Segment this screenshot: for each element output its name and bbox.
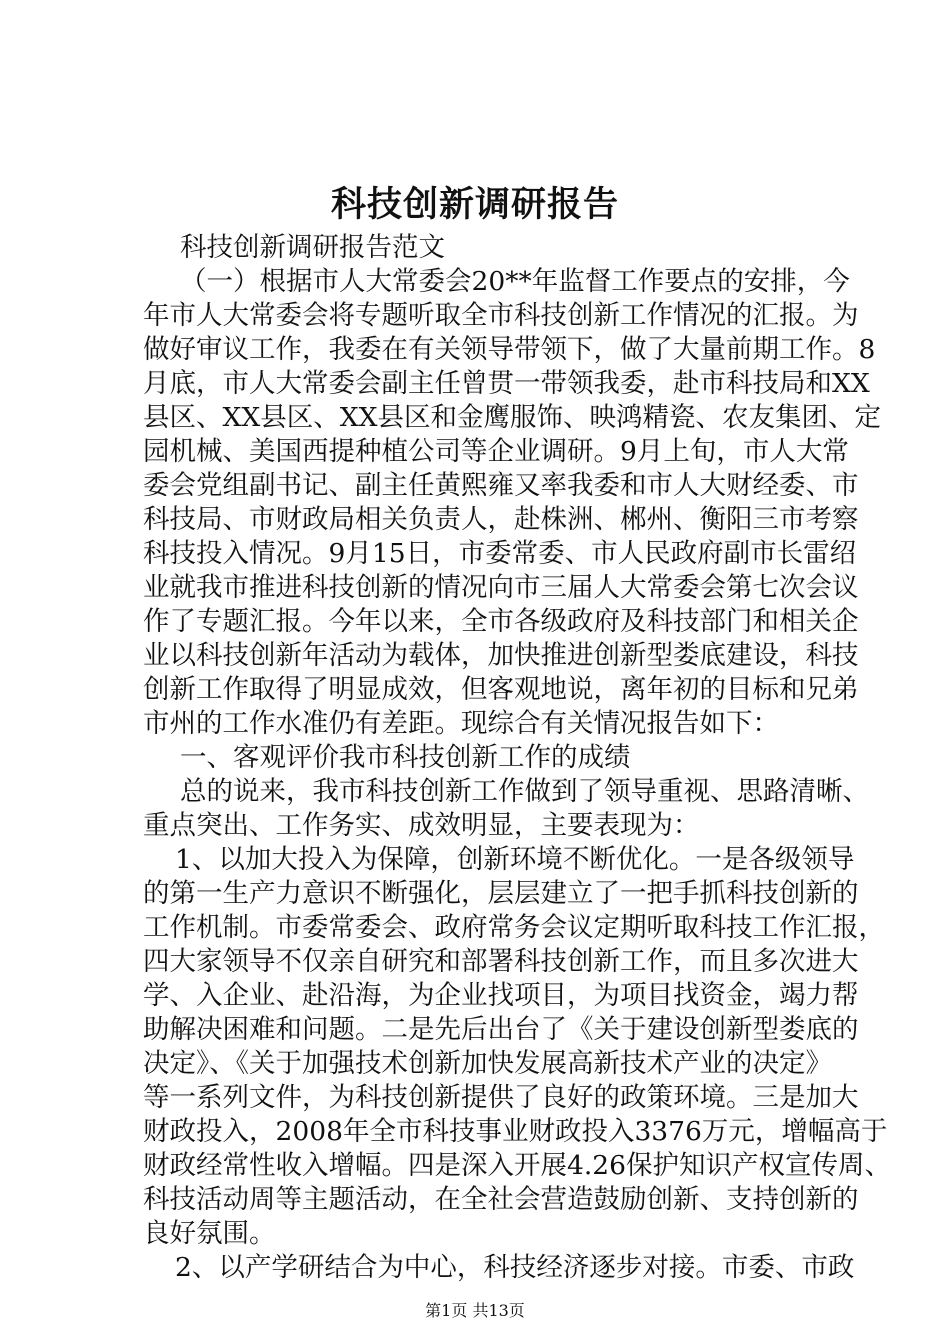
body-line: 决定》、《关于加强技术创新加快发展高新技术产业的决定》 xyxy=(143,1048,832,1079)
body-line: 业就我市推进科技创新的情况向市三届人大常委会第七次会议 xyxy=(143,572,859,603)
body-line: 1、以加大投入为保障，创新环境不断优化。一是各级领导 xyxy=(175,844,855,875)
body-line: 科技创新调研报告范文 xyxy=(180,232,445,263)
body-line: 2、以产学研结合为中心，科技经济逐步对接。市委、市政 xyxy=(175,1252,855,1283)
body-line: 等一系列文件，为科技创新提供了良好的政策环境。三是加大 xyxy=(143,1082,859,1113)
body-line: 年市人大常委会将专题听取全市科技创新工作情况的汇报。为 xyxy=(143,300,859,331)
body-line: 总的说来，我市科技创新工作做到了领导重视、思路清晰、 xyxy=(180,776,869,807)
body-line: 创新工作取得了明显成效，但客观地说，离年初的目标和兄弟 xyxy=(143,674,859,705)
body-line: 良好氛围。 xyxy=(143,1218,276,1249)
body-line: 财政投入，2008年全市科技事业财政投入3376万元，增幅高于 xyxy=(143,1116,888,1147)
body-line: 工作机制。市委常委会、政府常务会议定期听取科技工作汇报， xyxy=(143,912,885,943)
body-line: 月底，市人大常委会副主任曾贯一带领我委，赴市科技局和XX xyxy=(143,368,870,399)
body-line: 科技局、市财政局相关负责人，赴株洲、郴州、衡阳三市考察 xyxy=(143,504,859,535)
body-line: 学、入企业、赴沿海，为企业找项目，为项目找资金，竭力帮 xyxy=(143,980,859,1011)
body-line: 做好审议工作，我委在有关领导带领下，做了大量前期工作。8 xyxy=(143,334,876,365)
page-footer: 第1页 共13页 xyxy=(425,1301,525,1320)
section-heading: 一、客观评价我市科技创新工作的成绩 xyxy=(180,742,631,773)
body-line: 财政经常性收入增幅。四是深入开展4.26保护知识产权宣传周、 xyxy=(143,1150,892,1181)
body-line: 县区、XX县区、XX县区和金鹰服饰、映鸿精瓷、农友集团、定 xyxy=(143,402,881,433)
body-line: 科技活动周等主题活动，在全社会营造鼓励创新、支持创新的 xyxy=(143,1184,859,1215)
page-title: 科技创新调研报告 xyxy=(330,184,619,225)
body-line: 四大家领导不仅亲自研究和部署科技创新工作，而且多次进大 xyxy=(143,946,859,977)
body-line: 业以科技创新年活动为载体，加快推进创新型娄底建设，科技 xyxy=(143,640,859,671)
body-line: 的第一生产力意识不断强化，层层建立了一把手抓科技创新的 xyxy=(143,878,859,909)
body-line: 科技投入情况。9月15日，市委常委、市人民政府副市长雷绍 xyxy=(143,538,857,569)
body-line: 市州的工作水准仍有差距。现综合有关情况报告如下： xyxy=(143,708,779,739)
body-line: 委会党组副书记、副主任黄熙雍又率我委和市人大财经委、市 xyxy=(143,470,859,501)
body-line: 重点突出、工作务实、成效明显，主要表现为： xyxy=(143,810,700,841)
body-line: 助解决困难和问题。二是先后出台了《关于建设创新型娄底的 xyxy=(143,1014,859,1045)
body-line: 作了专题汇报。今年以来，全市各级政府及科技部门和相关企 xyxy=(143,606,859,637)
body-line: 园机械、美国西提种植公司等企业调研。9月上旬，市人大常 xyxy=(143,436,849,467)
body-line: （一）根据市人大常委会20**年监督工作要点的安排，今 xyxy=(180,266,850,297)
